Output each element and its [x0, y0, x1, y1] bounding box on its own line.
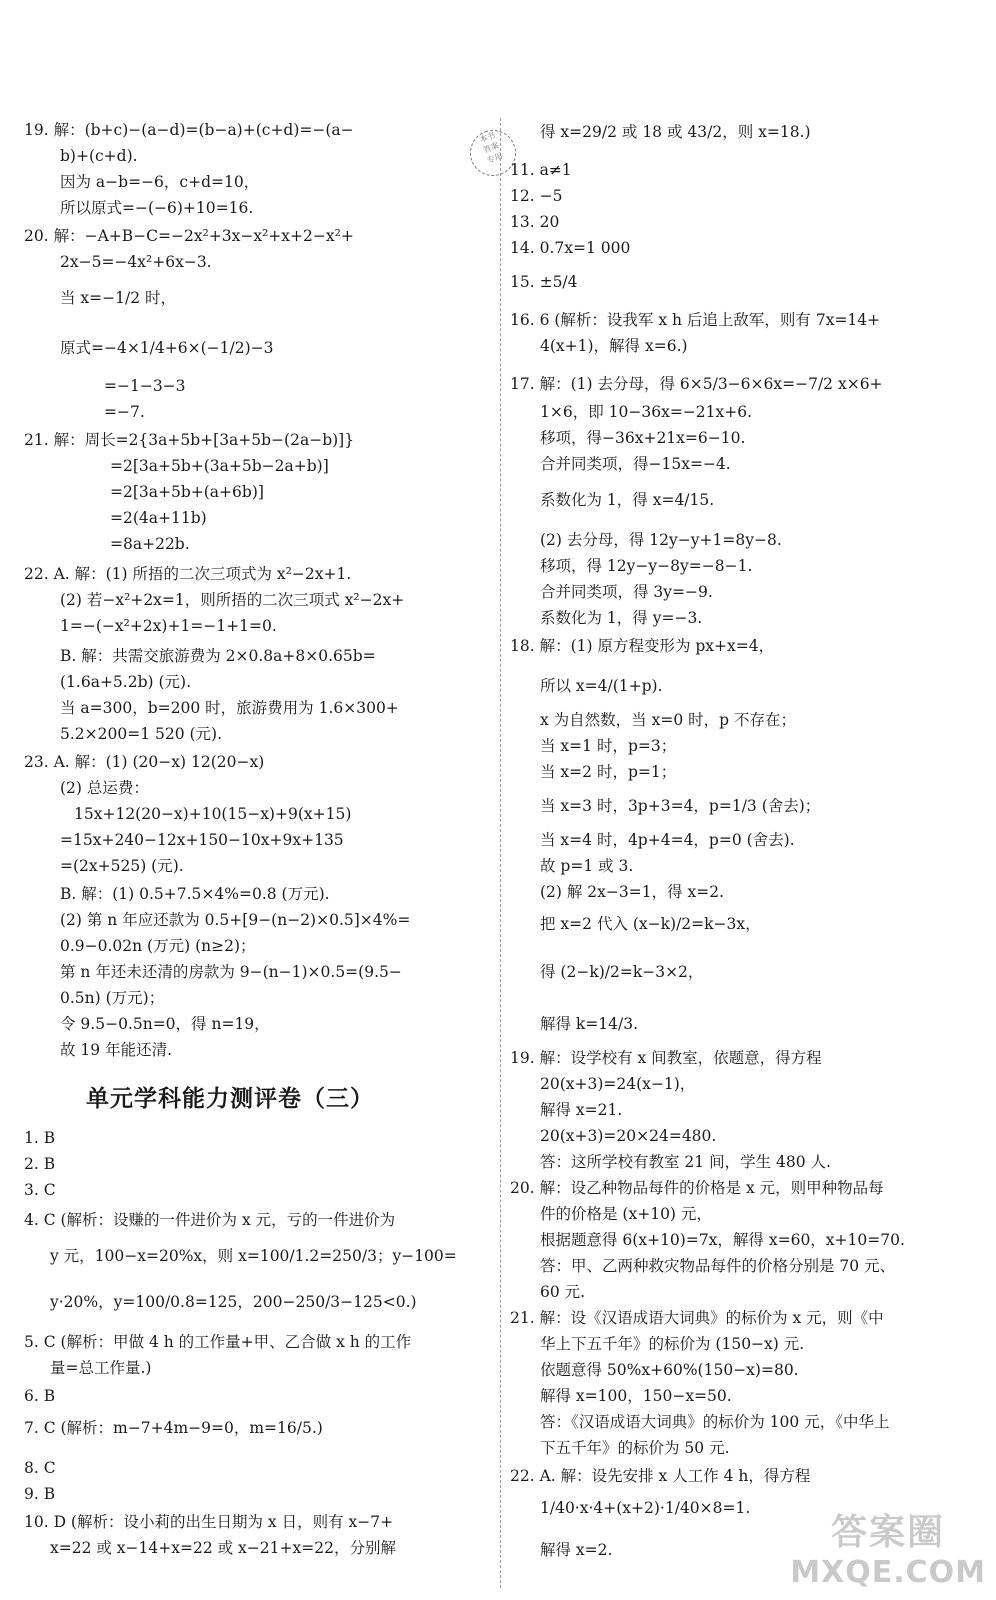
text-line: 0.5n) (万元)； [60, 989, 165, 1007]
text-line: 20. 解：−A+B−C=−2x²+3x−x²+x+2−x²+ [24, 227, 354, 245]
text-line: 6. B [24, 1387, 56, 1405]
text-line: 所以原式=−(−6)+10=16. [60, 199, 254, 217]
text-line: 19. 解：设学校有 x 间教室，依题意，得方程 [510, 1049, 822, 1067]
text-line: 量=总工作量.) [50, 1359, 152, 1377]
watermark-logo [790, 1504, 986, 1590]
text-line: 20(x+3)=24(x−1)， [540, 1075, 696, 1093]
text-line: 8. C [24, 1459, 56, 1477]
stamp-line: 本书 [478, 130, 497, 145]
text-line: 第 n 年还未还清的房款为 9−(n−1)×0.5=(9.5− [60, 963, 402, 981]
text-line: 得 x=29/2 或 18 或 43/2，则 x=18.) [540, 123, 811, 141]
stamp-line: 专用 [485, 151, 504, 166]
text-line: 当 x=3 时，3p+3=4，p=1/3 (舍去)； [540, 797, 821, 815]
stamp-line: 答案 [482, 140, 501, 155]
text-line: 解得 x=100，150−x=50. [540, 1387, 732, 1405]
text-line: =2[3a+5b+(a+6b)] [110, 483, 264, 501]
text-line: =2(4a+11b) [110, 509, 207, 527]
text-line: 原式=−4×1/4+6×(−1/2)−3 [60, 339, 274, 357]
text-line: (2) 若−x²+2x=1，则所捂的二次三项式 x²−2x+ [60, 591, 405, 609]
text-line: 令 9.5−0.5n=0，得 n=19， [60, 1015, 270, 1033]
text-line: 答：《汉语成语大词典》的标价为 100 元，《中华上 [540, 1413, 890, 1431]
text-line: (2) 去分母，得 12y−y+1=8y−8. [540, 531, 782, 549]
text-line: 解得 x=2. [540, 1541, 613, 1559]
column-divider [500, 118, 501, 1588]
text-line: 21. 解：周长=2{3a+5b+[3a+5b−(2a−b)]} [24, 431, 355, 449]
text-line: 解得 k=14/3. [540, 1015, 639, 1033]
text-line: 23. A. 解：(1) (20−x) 12(20−x) [24, 753, 265, 771]
text-line: 系数化为 1，得 x=4/15. [540, 491, 715, 509]
text-line: x 为自然数，当 x=0 时，p 不存在； [540, 711, 796, 729]
text-line: 9. B [24, 1485, 56, 1503]
text-line: 解得 x=21. [540, 1101, 623, 1119]
text-line: 根据题意得 6(x+10)=7x，解得 x=60，x+10=70. [540, 1231, 905, 1249]
text-line: (2) 第 n 年应还款为 0.5+[9−(n−2)×0.5]×4%= [60, 911, 411, 929]
text-line: 因为 a−b=−6，c+d=10， [60, 173, 260, 191]
text-line: (1.6a+5.2b) (元). [60, 673, 191, 691]
text-line: =(2x+525) (元). [60, 857, 184, 875]
text-line: 5. C (解析：甲做 4 h 的工作量+甲、乙合做 x h 的工作 [24, 1333, 412, 1351]
text-line: 19. 解：(b+c)−(a−d)=(b−a)+(c+d)=−(a− [24, 121, 354, 139]
text-line: 华上下五千年》的标价为 (150−x) 元. [540, 1335, 805, 1353]
text-line: 60 元. [540, 1283, 586, 1301]
text-line: 移项，得−36x+21x=6−10. [540, 429, 746, 447]
text-line: 故 p=1 或 3. [540, 857, 634, 875]
text-line: y·20%，y=100/0.8=125，200−250/3−125<0.) [50, 1293, 417, 1311]
text-line: 答：这所学校有教室 21 间，学生 480 人. [540, 1153, 831, 1171]
text-line: 4. C (解析：设赚的一件进价为 x 元，亏的一件进价为 [24, 1211, 396, 1229]
text-line: 1=−(−x²+2x)+1=−1+1=0. [60, 617, 277, 635]
text-line: 13. 20 [510, 213, 560, 231]
text-line: 所以 x=4/(1+p). [540, 677, 663, 695]
text-line: 得 (2−k)/2=k−3×2， [540, 963, 704, 981]
text-line: =−7. [104, 403, 145, 421]
text-line: B. 解：共需交旅游费为 2×0.8a+8×0.65b= [60, 647, 376, 665]
text-line: 当 x=2 时，p=1； [540, 763, 677, 781]
text-line: 答：甲、乙两种救灾物品每件的价格分别是 70 元、 [540, 1257, 896, 1275]
text-line: 2x−5=−4x²+6x−3. [60, 253, 212, 271]
text-line: 合并同类项，得 3y=−9. [540, 583, 713, 601]
text-line: B. 解：(1) 0.5+7.5×4%=0.8 (万元). [60, 885, 330, 903]
text-line: 14. 0.7x=1 000 [510, 239, 631, 257]
text-line: 18. 解：(1) 原方程变形为 px+x=4， [510, 637, 775, 655]
text-line: 3. C [24, 1181, 56, 1199]
text-line: =15x+240−12x+150−10x+9x+135 [60, 831, 344, 849]
text-line: 依题意得 50%x+60%(150−x)=80. [540, 1361, 799, 1379]
text-line: =8a+22b. [110, 535, 190, 553]
text-line: 当 a=300，b=200 时，旅游费用为 1.6×300+ [60, 699, 399, 717]
text-line: 22. A. 解：(1) 所捂的二次三项式为 x²−2x+1. [24, 565, 352, 583]
text-line: 0.9−0.02n (万元) (n≥2)； [60, 937, 256, 955]
text-line: x=22 或 x−14+x=22 或 x−21+x=22，分别解 [50, 1539, 396, 1557]
text-line: 当 x=4 时，4p+4=4，p=0 (舍去). [540, 831, 795, 849]
watermark-line: 答案圈 [831, 1512, 946, 1553]
text-line: 12. −5 [510, 187, 563, 205]
text-line: 5.2×200=1 520 (元). [60, 725, 223, 743]
text-line: 20(x+3)=20×24=480. [540, 1127, 717, 1145]
text-line: =2[3a+5b+(3a+5b−2a+b)] [110, 457, 329, 475]
text-line: 15. ±5/4 [510, 273, 578, 291]
text-line: 件的价格是 (x+10) 元， [540, 1205, 712, 1223]
text-line: 22. A. 解：设先安排 x 人工作 4 h，得方程 [510, 1467, 811, 1485]
text-line: 1. B [24, 1129, 56, 1147]
text-line: b)+(c+d). [60, 147, 138, 165]
text-line: 1/40·x·4+(x+2)·1/40×8=1. [540, 1499, 751, 1517]
watermark-line: MXQE.COM [790, 1555, 986, 1590]
text-line: 1×6，即 10−36x=−21x+6. [540, 403, 753, 421]
text-line: 下五千年》的标价为 50 元. [540, 1439, 730, 1457]
text-line: 10. D (解析：设小莉的出生日期为 x 日，则有 x−7+ [24, 1513, 394, 1531]
text-line: 合并同类项，得−15x=−4. [540, 455, 731, 473]
text-line: 15x+12(20−x)+10(15−x)+9(x+15) [74, 805, 352, 823]
text-line: 2. B [24, 1155, 56, 1173]
text-line: 7. C (解析：m−7+4m−9=0，m=16/5.) [24, 1419, 323, 1437]
text-line: 16. 6 (解析：设我军 x h 后追上敌军，则有 7x=14+ [510, 311, 881, 329]
text-line: 当 x=−1/2 时， [60, 289, 177, 307]
text-line: (2) 解 2x−3=1，得 x=2. [540, 883, 725, 901]
text-line: y 元，100−x=20%x，则 x=100/1.2=250/3；y−100= [50, 1247, 457, 1265]
text-line: (2) 总运费： [60, 779, 149, 797]
text-line: 21. 解：设《汉语成语大词典》的标价为 x 元，则《中 [510, 1309, 884, 1327]
text-line: 把 x=2 代入 (x−k)/2=k−3x， [540, 915, 761, 933]
text-line: 11. a≠1 [510, 161, 572, 179]
text-line: 4(x+1)，解得 x=6.) [540, 337, 688, 355]
text-line: 故 19 年能还清. [60, 1041, 173, 1059]
text-line: 移项，得 12y−y−8y=−8−1. [540, 557, 753, 575]
text-line: 20. 解：设乙种物品每件的价格是 x 元，则甲种物品每 [510, 1179, 884, 1197]
text-line: 当 x=1 时，p=3； [540, 737, 677, 755]
text-line: 17. 解：(1) 去分母，得 6×5/3−6×6x=−7/2 x×6+ [510, 375, 883, 393]
section-title: 单元学科能力测评卷（三） [86, 1086, 374, 1112]
text-line: =−1−3−3 [104, 377, 186, 395]
text-line: 系数化为 1，得 y=−3. [540, 609, 703, 627]
